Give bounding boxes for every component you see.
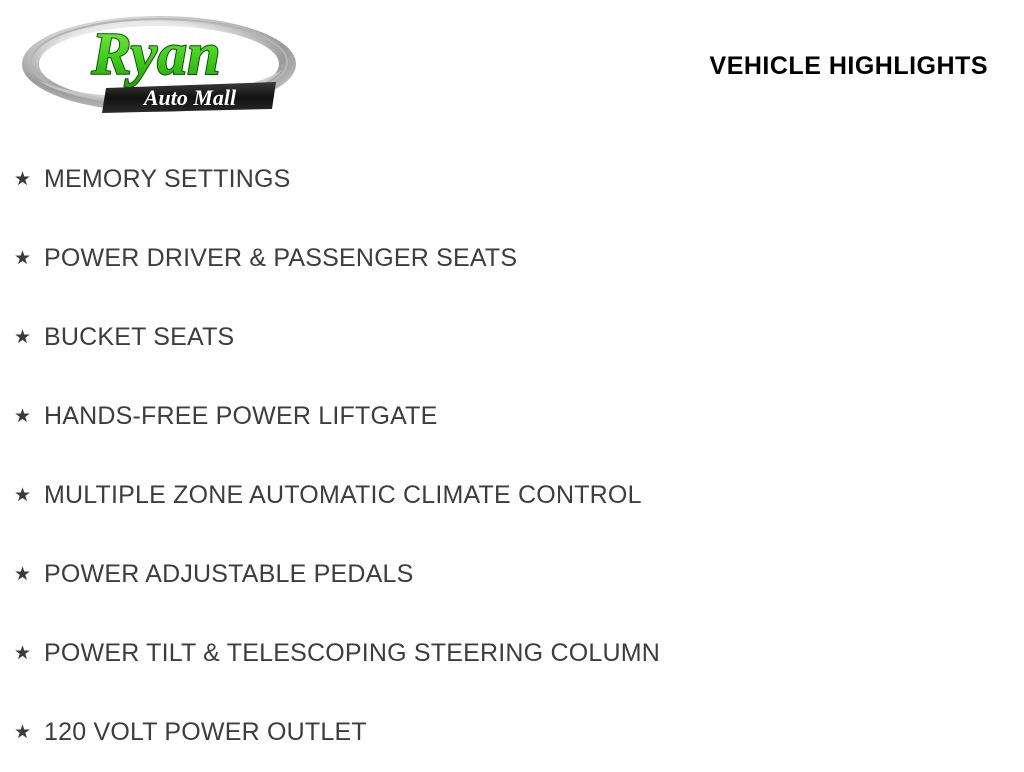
page-header xyxy=(0,0,1024,128)
list-item xyxy=(0,298,1024,377)
highlights-list xyxy=(0,140,1024,772)
list-item-label: POWER DRIVER & PASSENGER SEATS xyxy=(44,244,518,272)
star-icon: ★ xyxy=(14,248,32,269)
list-item-label: 120 VOLT POWER OUTLET xyxy=(44,718,367,746)
list-item xyxy=(0,456,1024,535)
list-item xyxy=(0,535,1024,614)
svg-text:Auto Mall: Auto Mall xyxy=(143,85,237,110)
star-icon: ★ xyxy=(14,485,32,506)
star-icon: ★ xyxy=(14,327,32,348)
list-item xyxy=(0,377,1024,456)
page-title: VEHICLE HIGHLIGHTS xyxy=(709,52,988,80)
list-item xyxy=(0,219,1024,298)
list-item-label: POWER ADJUSTABLE PEDALS xyxy=(44,560,414,588)
list-item xyxy=(0,614,1024,693)
star-icon: ★ xyxy=(14,169,32,190)
svg-text:Ryan: Ryan xyxy=(91,21,221,87)
list-item-label: HANDS-FREE POWER LIFTGATE xyxy=(44,402,438,430)
star-icon: ★ xyxy=(14,406,32,427)
list-item-label: MEMORY SETTINGS xyxy=(44,165,291,193)
ryan-auto-mall-logo xyxy=(14,8,304,126)
list-item-label: MULTIPLE ZONE AUTOMATIC CLIMATE CONTROL xyxy=(44,481,642,509)
list-item xyxy=(0,693,1024,772)
star-icon: ★ xyxy=(14,643,32,664)
list-item xyxy=(0,140,1024,219)
list-item-label: BUCKET SEATS xyxy=(44,323,235,351)
list-item-label: POWER TILT & TELESCOPING STEERING COLUMN xyxy=(44,639,660,667)
star-icon: ★ xyxy=(14,722,32,743)
star-icon: ★ xyxy=(14,564,32,585)
